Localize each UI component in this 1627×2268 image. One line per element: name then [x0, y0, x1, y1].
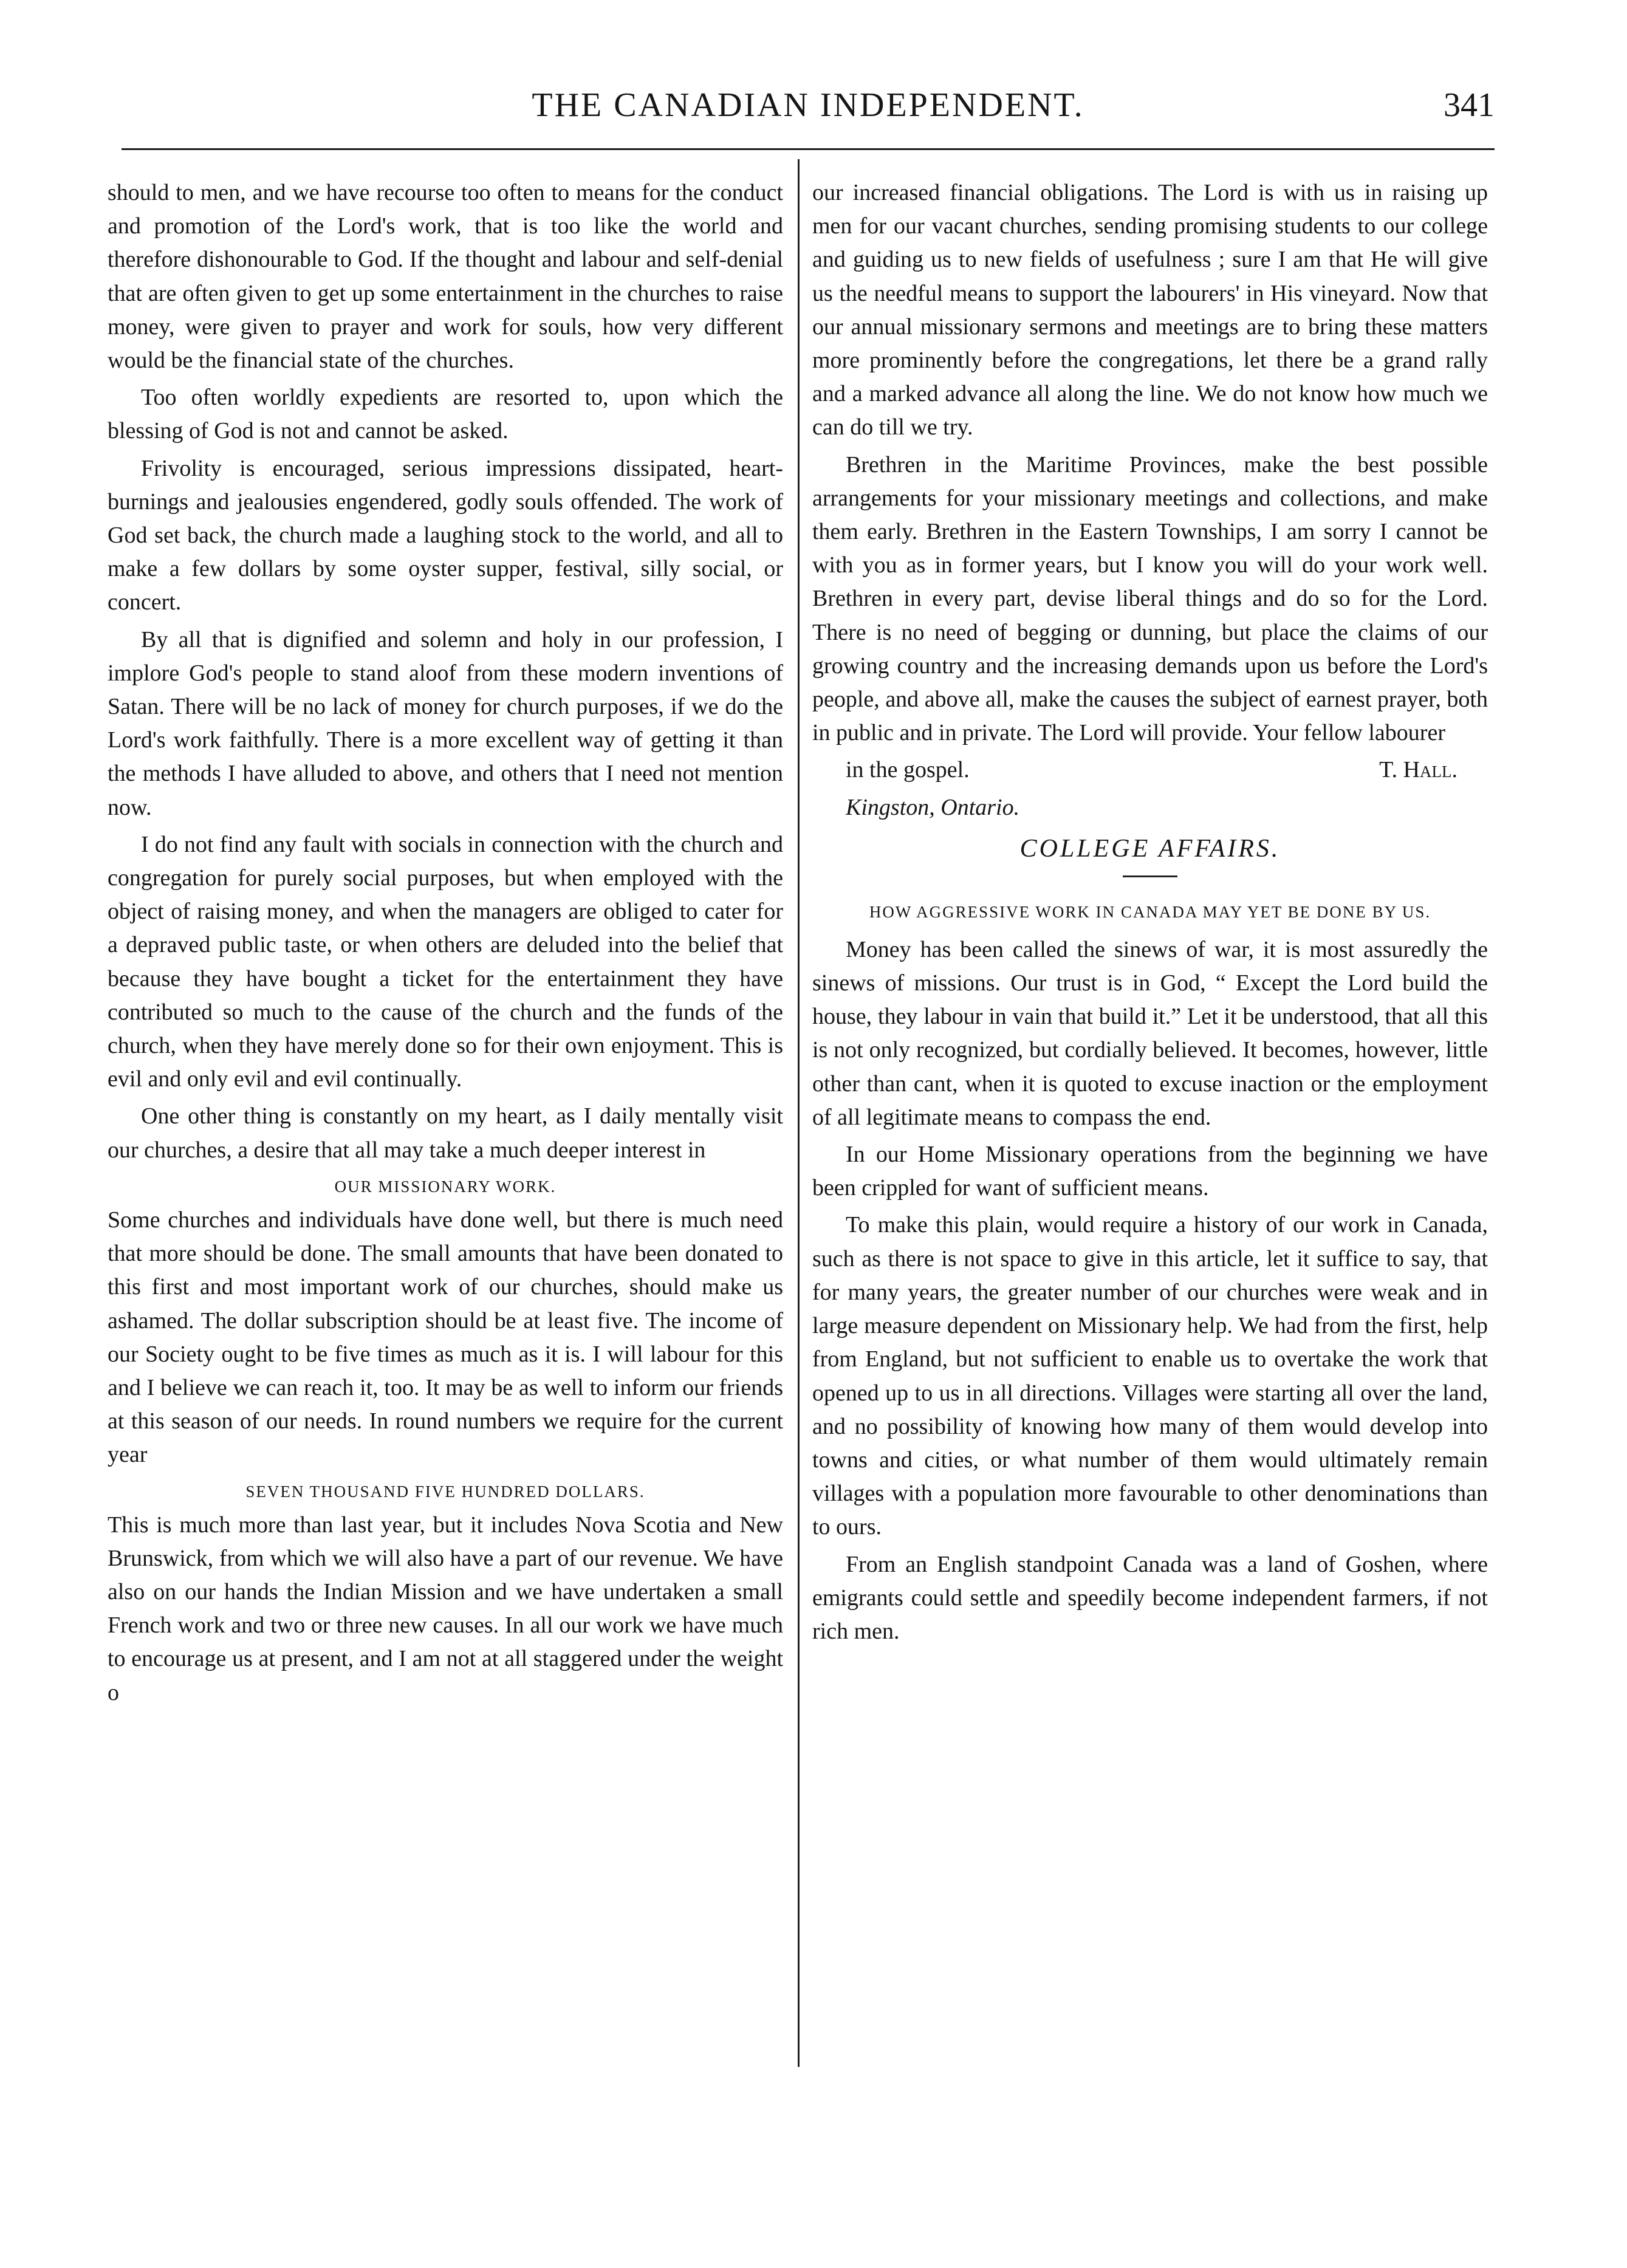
paragraph: This is much more than last year, but it includes Nova Scotia and New Brunswick, from which we will also have a part of our revenue. We have also on our hands the Indian Mission and we have undertaken a small French work and two or three new causes. In all our work we have much to encourage us at present, and I am not at all staggered under the weight o: [108, 1512, 783, 1705]
paragraph: I do not find any fault with socials in connection with the church and congregation for purely social purposes, but when employed with the object of raising money, and when the managers are obliged to cater for a depraved public taste, or when others are deluded into the belief that because they have bought a ticket for the entertainment they have contributed so much to the cause of the church and the funds of the church, when they have merely done so for their own enjoyment. This is evil and only evil and evil continually.: [108, 831, 783, 1092]
left-column: [108, 176, 783, 1713]
paragraph: By all that is dignified and solemn and holy in our profession, I implore God's people to stand aloof from these modern inventions of Satan. There will be no lack of money for church purposes, if we do the Lord's work faithfully. There is a more excellent way of getting it than the methods I have alluded to above, and others that I need not mention now.: [108, 626, 783, 820]
paragraph: To make this plain, would require a history of our work in Canada, such as there is not space to give in this article, let it suffice to say, that for many years, the greater number of our churches were weak and in large measure dependent on Missionary help. We had from the first, help from England, but not sufficient to enable us to overtake the work that opened up to us in all directions. Villages were starting all over the land, and no possibility of knowing how many of them would develop into towns and cities, or what number of them would ultimately remain villages with a population more favourable to other denominations than to ours.: [812, 1212, 1488, 1540]
paragraph: One other thing is constantly on my heart, as I daily mentally visit our churches, a desire that all may take a much deeper interest in: [108, 1103, 783, 1163]
paragraph: Money has been called the sinews of war, it is most assuredly the sinews of missions. Our trust is in God, “ Except the Lord build the house, they labour in vain that build it.” Let it be understood, that all this is not only recognized, but cordially believed. It becomes, however, little other than cant, when it is quoted to excuse inaction or the employment of all legitimate means to compass the end.: [812, 936, 1488, 1130]
header-rule: [122, 148, 1495, 150]
column-divider: [798, 159, 800, 2067]
paragraph: Some churches and individuals have done well, but there is much need that more should be done. The small amounts that have been donated to this first and most important work of our churches, should make us ashamed. The dollar subscription should be at least five. The income of our Society ought to be five times as much as it is. I will labour for this and I believe we can reach it, too. It may be as well to inform our friends at this season of our needs. In round numbers we require for the current year: [108, 1207, 783, 1468]
closing-line: [812, 753, 1488, 787]
dateline-place: Kingston, Ontario.: [846, 794, 1020, 820]
paragraph: our increased financial obligations. The Lord is with us in raising up men for our vacant churches, sending promising students to our college and guiding us to new fields of usefulness ; sure I am that He will give us the needful means to support the labourers' in His vineyard. Now that our annual missionary sermons and meetings are to bring these matters more prominently before the congregations, let there be a grand rally and a marked advance all along the line. We do not know how much we can do till we try.: [812, 180, 1488, 440]
closing-text: in the gospel.: [846, 757, 970, 783]
publication-title: THE CANADIAN INDEPENDENT.: [532, 86, 1084, 124]
section-title: COLLEGE AFFAIRS.: [1019, 834, 1281, 863]
page-number: 341: [1444, 86, 1495, 124]
paragraph: Frivolity is encouraged, serious impressions dissipated, heart-burnings and jealousies engendered, godly souls offended. The work of God set back, the church made a laughing stock to the world, and all to make a few dollars by some oyster supper, festival, silly social, or concert.: [108, 455, 783, 615]
paragraph: In our Home Missionary operations from the beginning we have been crippled for want of sufficient means.: [812, 1142, 1488, 1201]
right-column: [812, 176, 1488, 1652]
paragraph: Brethren in the Maritime Provinces, make the best possible arrangements for your missionary meetings and collections, and make them early. Brethren in the Eastern Townships, I am sorry I cannot be with you as in former years, but I know you will do your work well. Brethren in every part, devise liberal things and do so for the Lord. There is no need of begging or dunning, but place the claims of our growing country and the increasing demands upon us before the Lord's people, and above all, make the causes the subject of earnest prayer, both in public and in private. The Lord will provide. Your fellow labourer: [812, 451, 1488, 746]
section-rule: [1123, 875, 1177, 877]
article-heading: HOW AGGRESSIVE WORK IN CANADA MAY YET BE DONE BY US.: [869, 902, 1431, 921]
subheading-amount: SEVEN THOUSAND FIVE HUNDRED DOLLARS.: [245, 1482, 645, 1501]
paragraph: From an English standpoint Canada was a land of Goshen, where emigrants could settle and speedily become independent farmers, if not rich men.: [812, 1551, 1488, 1644]
subheading-missionary-work: OUR MISSIONARY WORK.: [334, 1177, 557, 1196]
paragraph: Too often worldly expedients are resorted to, upon which the blessing of God is not and cannot be asked.: [108, 385, 783, 444]
page-header: [122, 78, 1495, 132]
signature: T. Hall.: [1379, 757, 1457, 783]
paragraph: should to men, and we have recourse too often to means for the conduct and promotion of the Lord's work, that is too like the world and therefore dishonourable to God. If the thought and labour and self-denial that are often given to get up some entertainment in the churches to raise money, were given to prayer and work for souls, how very different would be the financial state of the churches.: [108, 180, 783, 374]
